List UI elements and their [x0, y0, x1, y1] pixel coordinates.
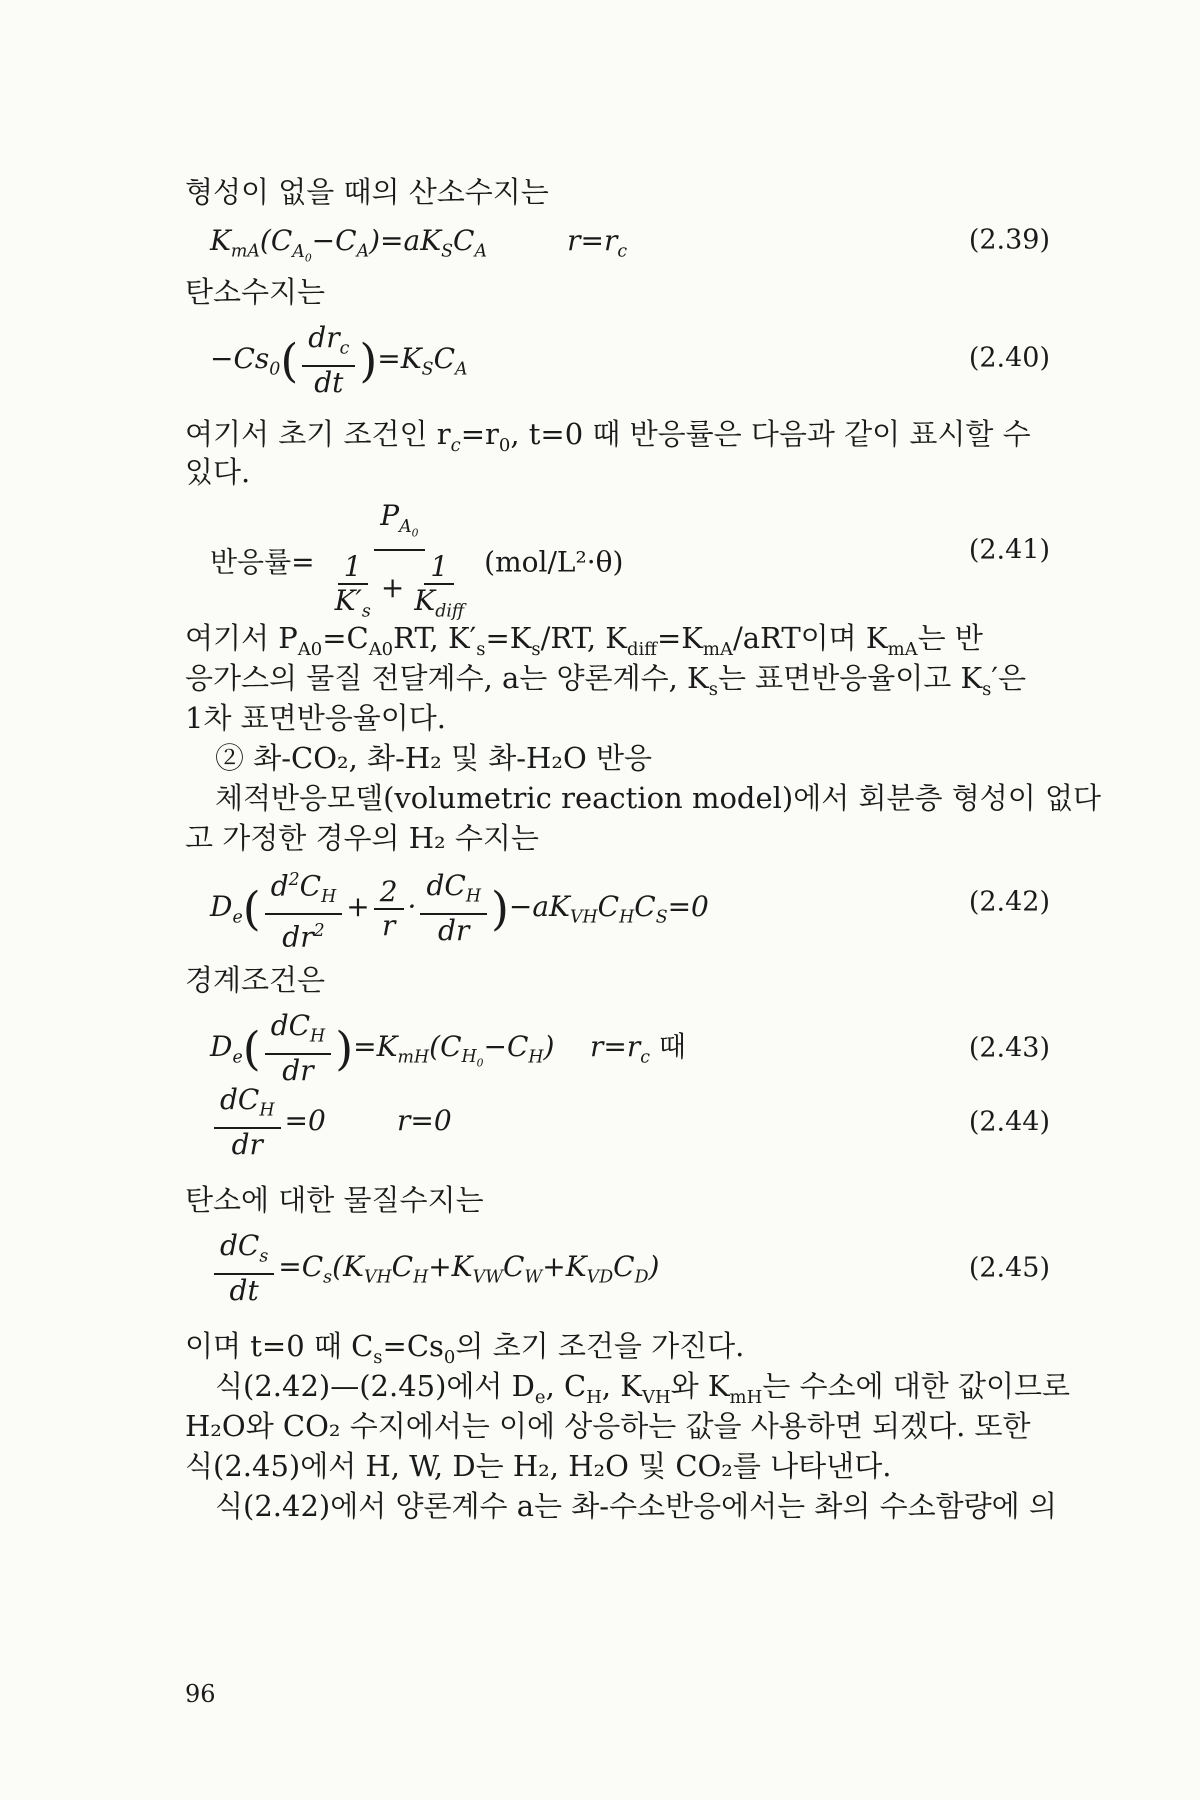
paragraph-definitions-1: 여기서 $P_{A0}=C_{A0}RT$, $K'_s=K_s/RT$, $K_{diff}=K_{mA}$/aRT이며 $K_{mA}$는 반	[185, 621, 983, 660]
equation-2-39	[210, 210, 1050, 270]
equation-2-42-body: $D_e$( $\frac{d^2C_H}{dr^2}$ + $\frac{2}{r}$ · $\frac{dC_H}{dr}$ )$-aK_{VH}C_HC_S=0$	[210, 864, 709, 953]
paragraph-volumetric-1: 체적반응모델(volumetric reaction model)에서 회분층 형성이 없다	[215, 781, 1102, 815]
equation-2-43	[210, 1008, 1050, 1088]
equation-2-45-body: $\frac{dC_s}{dt}$ $=C_s(K_{VH}C_H+K_{VW}C_W+K_{VD}C_D)$	[210, 1230, 659, 1307]
equation-2-40-body: $-Cs_0$( $\frac{dr_c}{dt}$ )$=K_SC_A$	[210, 321, 468, 399]
paragraph-initial-c: 이며 t=0 때 $C_s=Cs_0$의 초기 조건을 가진다.	[185, 1329, 745, 1368]
equation-2-41	[210, 499, 1050, 622]
section-heading: ② 촤-CO₂, 촤-H₂ 및 촤-H₂O 반응	[215, 741, 652, 775]
paragraph-carbon-balance: 탄소수지는	[185, 275, 326, 309]
equation-number-2-45: (2.45)	[968, 1252, 1050, 1284]
equation-2-40	[210, 318, 1050, 398]
paragraph-carbon-mass: 탄소에 대한 물질수지는	[185, 1183, 484, 1217]
equation-2-45	[210, 1228, 1050, 1308]
equation-number-2-44: (2.44)	[968, 1106, 1050, 1138]
equation-2-44-body: $\frac{dC_H}{dr}$ =0 r=0	[210, 1084, 452, 1161]
equation-2-39-body: $K_{mA}(C_{A_0}-C_A)=aK_SC_A$ $r=r_c$	[210, 224, 628, 265]
paragraph-definitions-2: 응가스의 물질 전달계수, a는 양론계수, $K_s$는 표면반응율이고 $K_s'$은	[185, 661, 1026, 700]
equation-2-44	[210, 1082, 1050, 1162]
equation-2-43-body: $D_e$( $\frac{dC_H}{dr}$ )$=K_{mH}(C_{H_0}-C_H)$ $r=r_c$ 때	[210, 1009, 686, 1087]
paragraph-initial-condition: 여기서 초기 조건인 $r_c=r_0$, t=0 때 반응률은 다음과 같이 표시할 수	[185, 417, 1031, 456]
equation-number-2-41: (2.41)	[968, 534, 1050, 566]
equation-2-41-body: 반응률= $P_{A_0}$ $\frac{1}{K'_s}$ + $\frac{1}{K_{diff}}$ (mol/L²·θ)	[210, 499, 624, 622]
paragraph-boundary: 경계조건은	[185, 963, 326, 997]
paragraph-eq-ref-1: 식(2.42)—(2.45)에서 $D_e$, $C_H$, $K_{VH}$와 $K_{mH}$는 수소에 대한 값이므로	[215, 1369, 1071, 1408]
equation-number-2-40: (2.40)	[968, 342, 1050, 374]
equation-number-2-42: (2.42)	[968, 886, 1050, 918]
paragraph-eq-ref-2: H₂O와 CO₂ 수지에서는 이에 상응하는 값을 사용하면 되겠다. 또한	[185, 1409, 1031, 1443]
equation-number-2-39: (2.39)	[968, 224, 1050, 256]
paragraph-definitions-3: 1차 표면반응율이다.	[185, 701, 446, 735]
paragraph-volumetric-2: 고 가정한 경우의 H₂ 수지는	[185, 821, 539, 855]
paragraph-eq-ref-4: 식(2.42)에서 양론계수 a는 촤-수소반응에서는 촤의 수소함량에 의	[215, 1489, 1057, 1523]
paragraph-eq-ref-3: 식(2.45)에서 H, W, D는 H₂, H₂O 및 CO₂를 나타낸다.	[185, 1449, 892, 1483]
equation-2-42	[210, 862, 1050, 954]
paragraph-initial-condition-cont: 있다.	[185, 455, 251, 489]
equation-number-2-43: (2.43)	[968, 1032, 1050, 1064]
page-number: 96	[185, 1680, 216, 1708]
paragraph-oxygen-balance: 형성이 없을 때의 산소수지는	[185, 175, 549, 209]
